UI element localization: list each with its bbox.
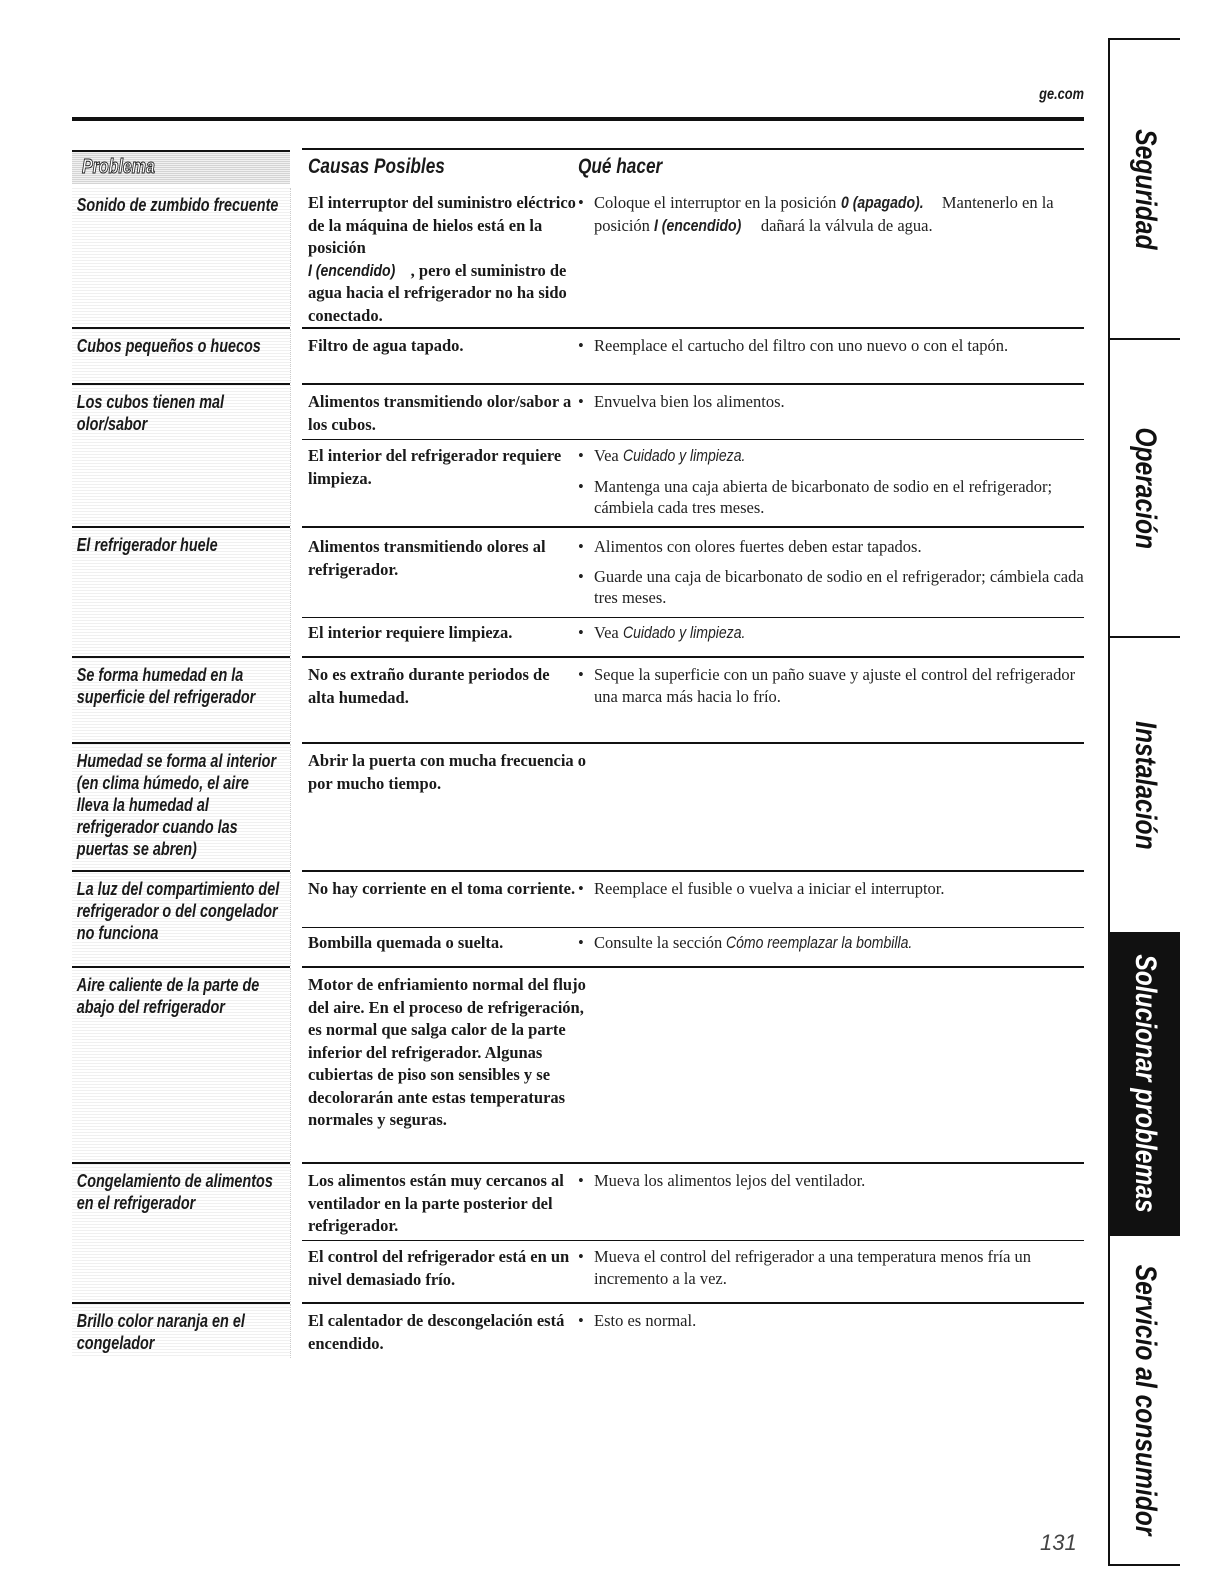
page-number: 131	[1040, 1530, 1077, 1555]
table-row	[72, 1302, 1084, 1358]
header-causes: Causas Posibles	[308, 155, 445, 178]
table-row	[72, 526, 1084, 656]
action-cell: • Reemplace el fusible o vuelva a iniciar el interruptor.	[576, 878, 1084, 908]
cause-cell: Filtro de agua tapado.	[308, 336, 464, 355]
problem-cell: Aire caliente de la parte de abajo del refrigerador	[72, 968, 291, 1162]
action-cell: • Envuelva bien los alimentos.	[576, 391, 1084, 421]
action-cell: • Vea Cuidado y limpieza. • Mantenga una caja abierta de bicarbonato de sodio en el refrigerador; cámbiela cada tres meses.	[576, 445, 1084, 527]
cause-cell: El interruptor del suministro eléctrico de la máquina de hielos está en la posición I (encendido) , pero el suministro de agua hacia el refrigerador no ha sido conectado.	[308, 193, 576, 325]
cause-cell: Los alimentos están muy cercanos al ventilador en la parte posterior del refrigerador.	[308, 1171, 564, 1235]
cause-cell: No es extraño durante periodos de alta humedad.	[308, 665, 550, 707]
table-row	[72, 188, 1084, 326]
tab-seguridad[interactable]: Seguridad	[1110, 40, 1180, 340]
table-row	[72, 1162, 1084, 1302]
problem-cell: La luz del compartimiento del refrigerador o del congelador no funciona	[72, 872, 291, 966]
table-row	[72, 327, 1084, 383]
table-row	[72, 966, 1084, 1162]
action-cell: • Esto es normal.	[576, 1310, 1084, 1340]
table-row	[72, 656, 1084, 742]
header-problem: Problema	[72, 150, 290, 184]
cause-cell: No hay corriente en el toma corriente.	[308, 879, 576, 898]
cause-cell: Alimentos transmitiendo olores al refrigerador.	[308, 537, 546, 579]
cause-cell: El interior requiere limpieza.	[308, 623, 513, 642]
problem-cell: Congelamiento de alimentos en el refrigerador	[72, 1164, 291, 1302]
action-cell: • Mueva el control del refrigerador a una temperatura menos fría un incremento a la vez.	[576, 1246, 1084, 1297]
table-row	[72, 383, 1084, 526]
cause-cell: El interior del refrigerador requiere limpieza.	[308, 446, 562, 488]
action-cell: • Seque la superficie con un paño suave y ajuste el control del refrigerador una marca más hacia lo frío.	[576, 664, 1084, 715]
cause-cell: Abrir la puerta con mucha frecuencia o por mucho tiempo.	[308, 751, 587, 793]
table-row	[72, 870, 1084, 966]
problem-cell: Sonido de zumbido frecuente	[72, 188, 291, 326]
action-cell: • Consulte la sección Cómo reemplazar la bombilla.	[576, 932, 1084, 963]
action-cell: • Reemplace el cartucho del filtro con uno nuevo o con el tapón.	[576, 335, 1084, 365]
action-cell: • Alimentos con olores fuertes deben estar tapados. • Guarde una caja de bicarbonato de sodio en el refrigerador; cámbiela cada tres meses.	[576, 536, 1084, 617]
action-cell: • Vea Cuidado y limpieza.	[576, 622, 1084, 653]
action-cell: • Mueva los alimentos lejos del ventilador.	[576, 1170, 1084, 1200]
cause-cell: El calentador de descongelación está encendido.	[308, 1311, 565, 1353]
tab-servicio-al-consumidor[interactable]: Servicio al consumidor	[1110, 1236, 1180, 1566]
tab-instalacion[interactable]: Instalación	[1110, 638, 1180, 934]
problem-cell: Cubos pequeños o huecos	[72, 329, 291, 383]
problem-cell: Humedad se forma al interior (en clima húmedo, el aire lleva la humedad al refrigerador cuando las puertas se abren)	[72, 744, 291, 870]
tab-operacion[interactable]: Operación	[1110, 340, 1180, 638]
action-cell: • Coloque el interruptor en la posición 0 (apagado). Mantenerlo en la posición I (encendido) dañará la válvula de agua.	[576, 192, 1084, 245]
problem-cell: Los cubos tienen mal olor/sabor	[72, 385, 291, 526]
header-action: Qué hacer	[578, 155, 663, 178]
cause-cell: Motor de enfriamiento normal del flujo del aire. En el proceso de refrigeración, es normal que salga calor de la parte inferior del refrigerador. Algunas cubiertas de piso son sensibles y se decolorarán ante estas temperaturas normales y seguras.	[308, 975, 586, 1129]
problem-cell: Brillo color naranja en el congelador	[72, 1304, 291, 1358]
cause-cell: Alimentos transmitiendo olor/sabor a los cubos.	[308, 392, 572, 434]
header-rule	[302, 148, 1084, 150]
tab-solucionar-problemas[interactable]: Solucionar problemas	[1110, 934, 1180, 1236]
section-tabs	[1108, 38, 1180, 1566]
top-rule	[72, 117, 1084, 121]
cause-cell: Bombilla quemada o suelta.	[308, 933, 504, 952]
problem-cell: Se forma humedad en la superficie del refrigerador	[72, 658, 291, 742]
problem-cell: El refrigerador huele	[72, 528, 291, 656]
site-url: ge.com	[1039, 86, 1084, 103]
table-row	[72, 742, 1084, 870]
cause-cell: El control del refrigerador está en un nivel demasiado frío.	[308, 1247, 570, 1289]
